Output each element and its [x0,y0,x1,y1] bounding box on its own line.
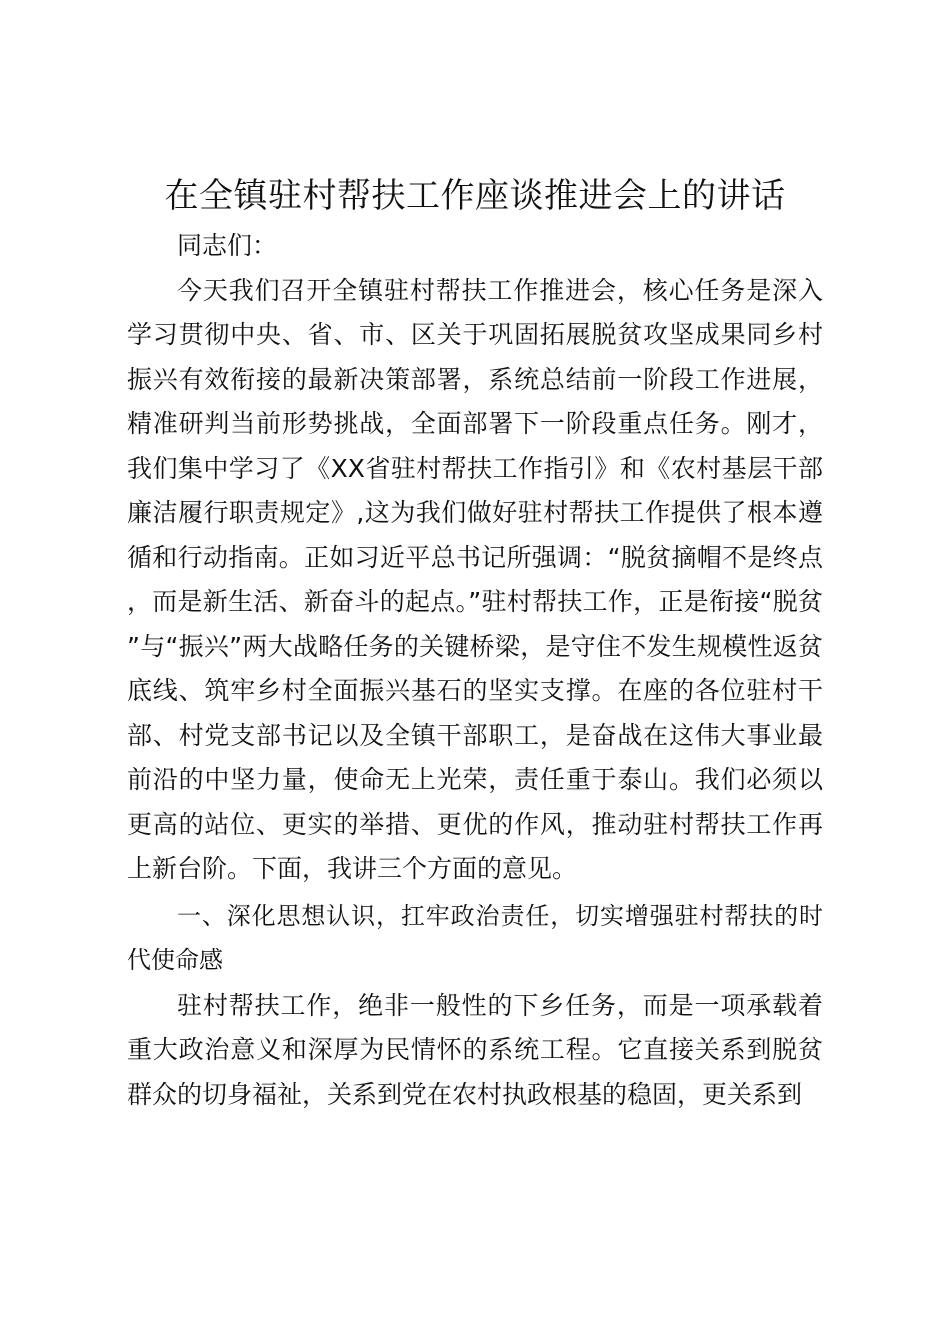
salutation: 同志们： [177,231,278,260]
document-body [127,224,823,1117]
section-1-paragraph: 驻村帮扶工作，绝非一般性的下乡任务，而是一项承载着重大政治意义和深厚为民情怀的系统工程。它直接关系到脱贫群众的切身福祉，关系到党在农村执政根基的稳固，更关系到 [127,990,823,1109]
section-heading-1: 一、深化思想认识，扛牢政治责任，切实增强驻村帮扶的时代使命感 [127,901,823,974]
document-title: 在全镇驻村帮扶工作座谈推进会上的讲话 [164,176,786,216]
intro-paragraph: 今天我们召开全镇驻村帮扶工作推进会，核心任务是深入学习贯彻中央、省、市、区关于巩固拓展脱贫攻坚成果同乡村振兴有效衔接的最新决策部署，系统总结前一阶段工作进展，精准研判当前形势挑战，全面部署下一阶段重点任务。刚才，我们集中学习了《XX省驻村帮扶工作指引》和《农村基层干部廉洁履行职责规定》,这为我们做好驻村帮扶工作提供了根本遵循和行动指南。正如习近平总书记所强调：“脱贫摘帽不是终点，而是新生活、新奋斗的起点。”驻村帮扶工作，正是衔接“脱贫”与“振兴”两大战略任务的关键桥梁，是守住不发生规模性返贫底线、筑牢乡村全面振兴基石的坚实支撑。在座的各位驻村干部、村党支部书记以及全镇干部职工，是奋战在这伟大事业最前沿的中坚力量，使命无上光荣，责任重于泰山。我们必须以更高的站位、更实的举措、更优的作风，推动驻村帮扶工作再上新台阶。下面，我讲三个方面的意见。 [127,275,823,883]
